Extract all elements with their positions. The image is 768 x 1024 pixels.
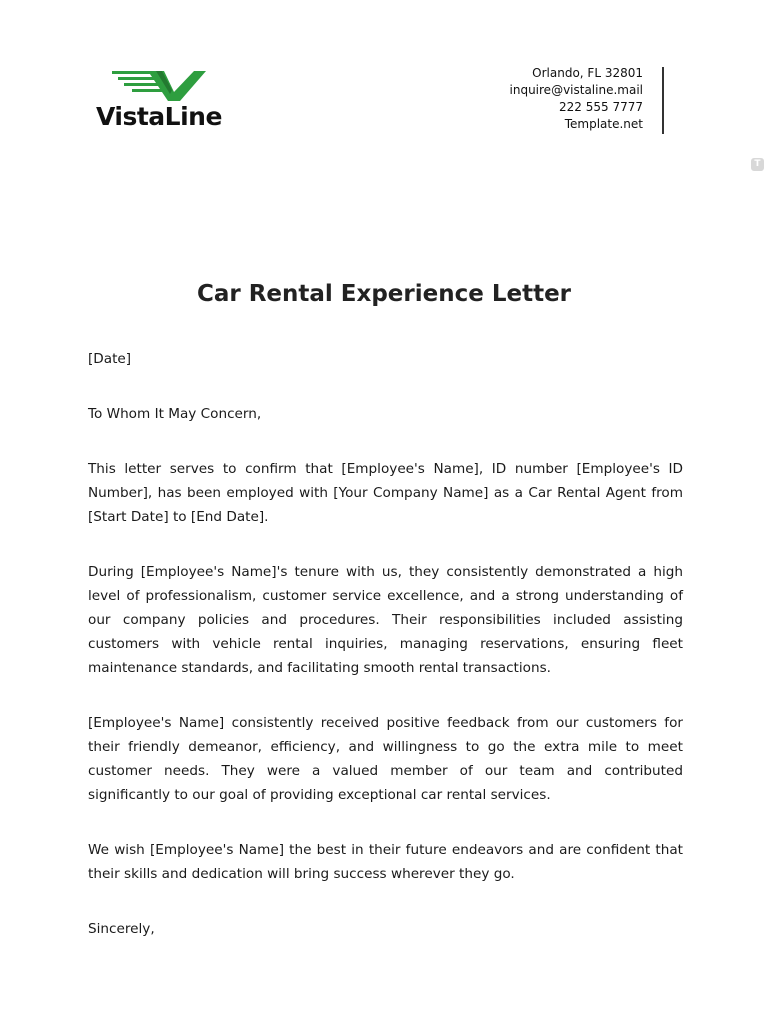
letter-paragraph: We wish [Employee's Name] the best in their future endeavors and are confident that their skills and dedication will bring success wherever they go.: [88, 842, 683, 882]
company-name: VistaLine: [96, 102, 222, 131]
letter-title: Car Rental Experience Letter: [196, 281, 572, 307]
contact-divider: [662, 67, 664, 134]
speed-v-logo-icon: [112, 68, 208, 104]
letter-body: [88, 347, 683, 972]
contact-address: Orlando, FL 32801: [532, 66, 643, 80]
letter-date: [Date]: [88, 351, 132, 367]
letter-paragraph: During [Employee's Name]'s tenure with us, they consistently demonstrated a high level of professionalism, customer service excellence, and a strong understanding of our company policies and procedures. Their responsibilities included assisting customers with vehicle rental inquiries, managing reservations, ensuring fleet maintenance standards, and facilitating smooth rental transactions.: [88, 564, 683, 676]
contact-website[interactable]: Template.net: [564, 117, 643, 131]
contact-email[interactable]: inquire@vistaline.mail: [509, 83, 643, 97]
letter-paragraph: [Employee's Name] consistently received positive feedback from our customers for their friendly demeanor, efficiency, and willingness to go the extra mile to meet customer needs. They were a valued member of our team and contributed significantly to our goal of providing exceptional car rental services.: [88, 715, 683, 803]
letterhead: [0, 0, 768, 160]
letter-paragraph: This letter serves to confirm that [Employee's Name], ID number [Employee's ID Number], has been employed with [Your Company Name] as a Car Rental Agent from [Start Date] to [End Date].: [88, 461, 683, 525]
letter-closing: Sincerely,: [88, 921, 155, 937]
template-badge-icon[interactable]: T: [751, 158, 764, 171]
contact-block: [510, 65, 643, 133]
letter-salutation: To Whom It May Concern,: [88, 406, 262, 422]
contact-phone: 222 555 7777: [559, 100, 643, 114]
